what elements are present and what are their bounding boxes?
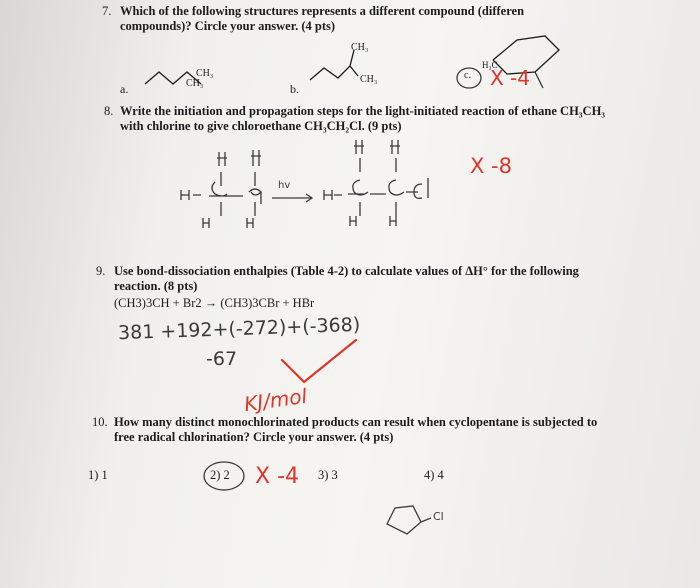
q7-option-a-label[interactable]: a. — [120, 82, 129, 96]
q10-option-1[interactable]: 1) 1 — [88, 468, 108, 482]
q8-handwritten-ethane — [175, 140, 270, 230]
q10-option-2[interactable]: 2) 2 — [210, 468, 230, 482]
q9-text-line2: reaction. (8 pts) — [114, 279, 198, 293]
q8-hv-label: hv — [278, 180, 291, 191]
q9-units: KJ/mol — [242, 383, 309, 417]
q8-reaction-arrow — [272, 193, 322, 203]
q9-work-line2: -67 — [206, 348, 238, 370]
q8-text-line2: with chlorine to give chloroethane CH₃CH₂Cl. (9 pts) — [120, 119, 402, 133]
q10-number: 10. — [92, 415, 108, 429]
q8-grade: X -8 — [470, 154, 512, 178]
q9-reaction: (CH3)3CH + Br2 → (CH3)3CBr + HBr — [114, 296, 315, 310]
q8-number: 8. — [104, 104, 114, 118]
q10-cl-label: Cl — [433, 510, 444, 523]
q8-handwritten-chloroethane — [320, 132, 445, 227]
q7-option-c-label[interactable]: c. — [464, 70, 471, 81]
q7-text-line2: compounds)? Circle your answer. (4 pts) — [120, 19, 336, 33]
q10-grade: X -4 — [255, 464, 299, 489]
q8-text-line1: Write the initiation and propagation steps for the light-initiated reaction of ethane CH₃CH₃ — [120, 104, 606, 118]
q9-number: 9. — [96, 264, 106, 278]
q7-option-b-label[interactable]: b. — [290, 82, 299, 96]
q7-a-ch3-lower: CH₃ — [186, 78, 204, 89]
q10-text-line1: How many distinct monochlorinated products can result when cyclopentane is subjected to — [114, 415, 598, 429]
q10-option-4[interactable]: 4) 4 — [424, 468, 444, 482]
q7-a-ch3-upper: CH₃ — [196, 68, 214, 79]
q7-b-ch3-right: CH₃ — [360, 74, 378, 85]
q7-text-line1: Which of the following structures represents a different compound (differen — [120, 4, 525, 18]
q7-number: 7. — [102, 4, 112, 18]
q10-text-line2: free radical chlorination? Circle your answer. (4 pts) — [114, 430, 394, 444]
q7-grade: X -4 — [490, 66, 530, 90]
q7-c-h3c: H₃C — [482, 60, 498, 70]
q10-option-3[interactable]: 3) 3 — [318, 468, 338, 482]
q7-b-ch3-top: CH₃ — [351, 42, 369, 53]
q9-work-line1: 381 +192+(-272)+(-368) — [117, 313, 361, 345]
q9-text-line1: Use bond-dissociation enthalpies (Table 4-2) to calculate values of ΔH° for the following — [114, 264, 579, 278]
q9-checkmark — [282, 338, 362, 388]
